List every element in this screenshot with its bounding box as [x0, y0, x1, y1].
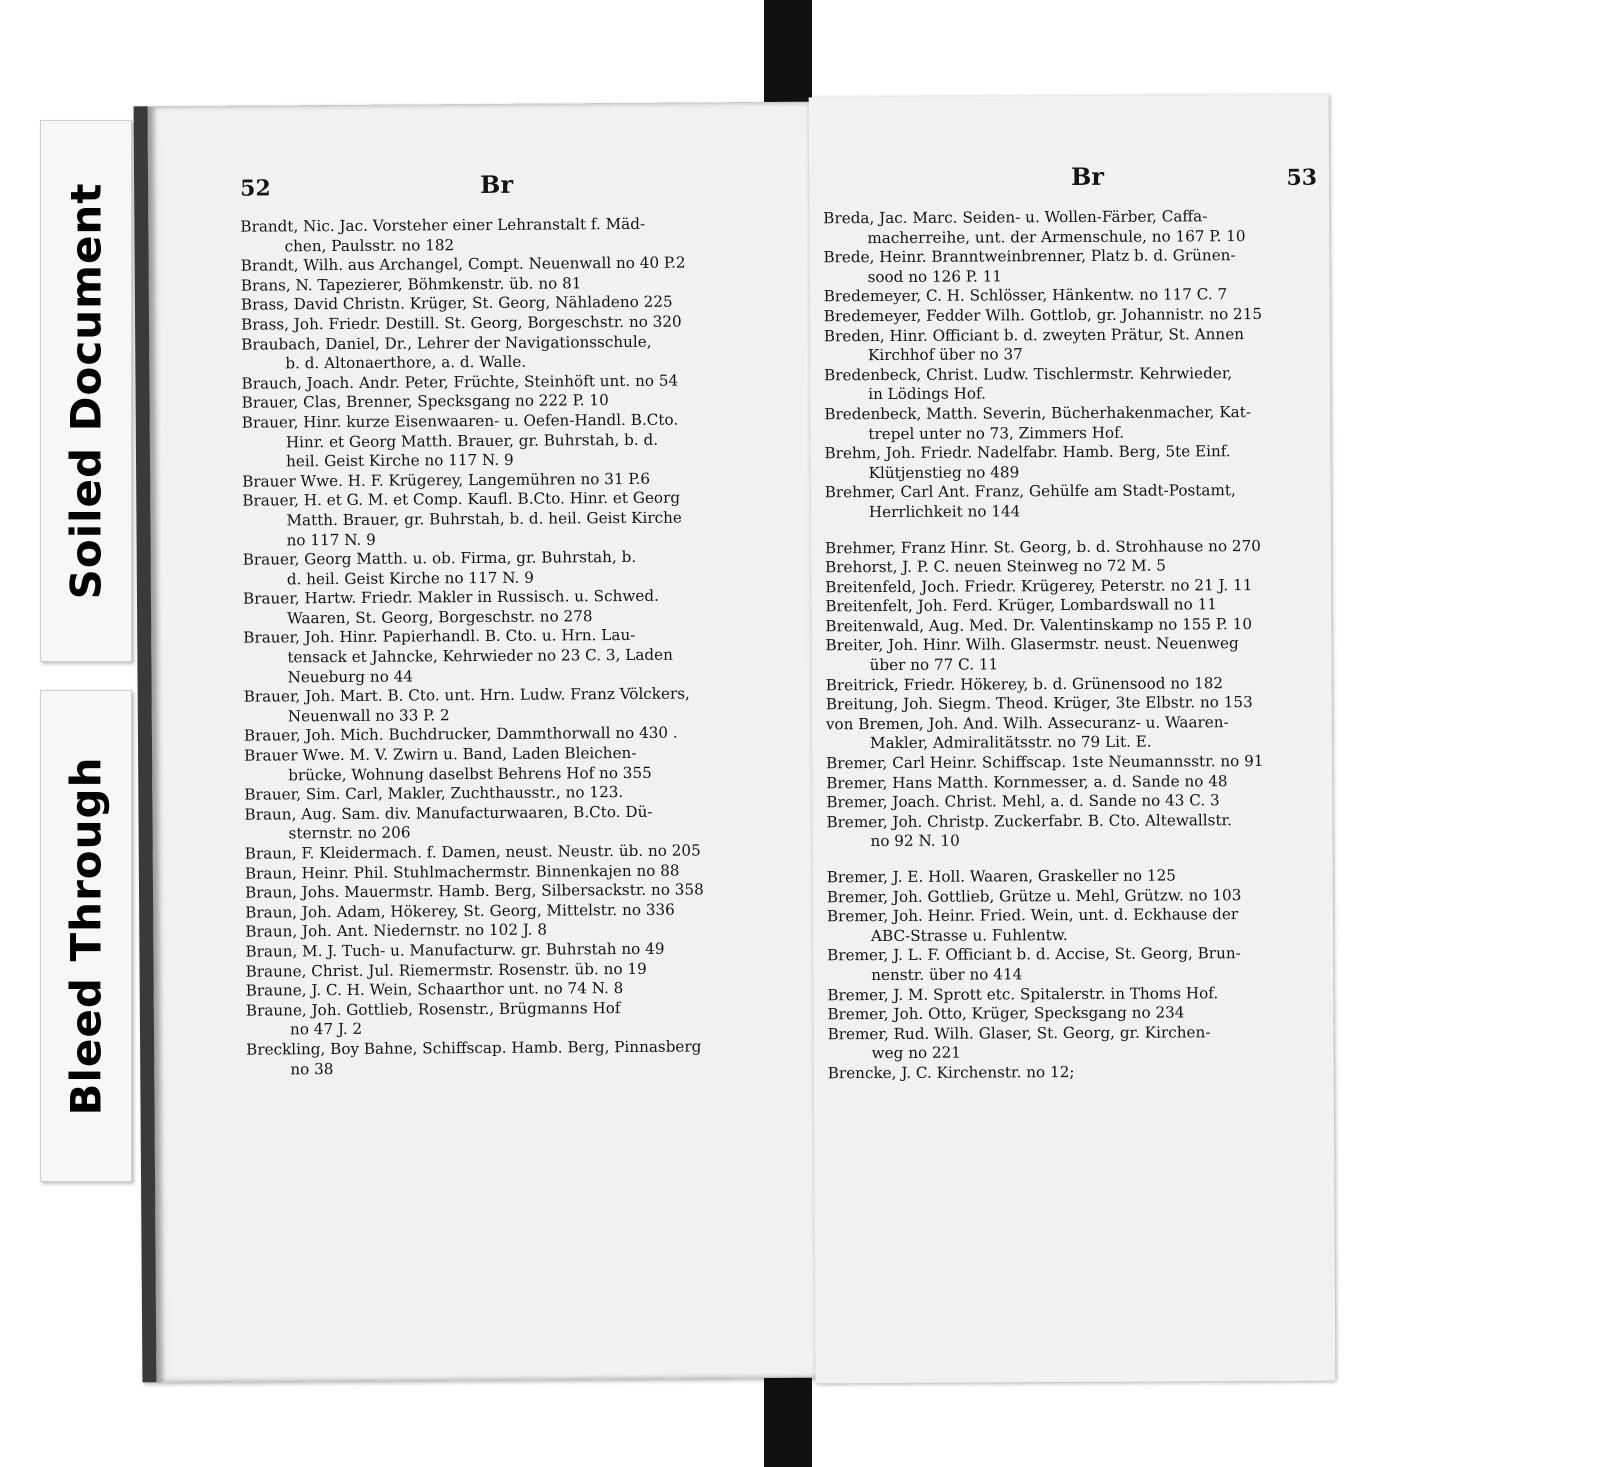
entry-line: Bremer, J. E. Holl. Waaren, Graskeller no 125 [826, 866, 1176, 887]
entry-continuation-line: Matth. Brauer, gr. Buhrstah, b. d. heil. Geist Kirche [286, 508, 682, 530]
directory-entry [827, 885, 1319, 907]
directory-entry [824, 442, 1316, 484]
directory-entry [825, 634, 1317, 676]
entry-line: Brauch, Joach. Andr. Peter, Früchte, Steinhöft unt. no 54 [241, 371, 679, 393]
directory-entry [825, 615, 1317, 637]
entry-line: Brehmer, Franz Hinr. St. Georg, b. d. Strohhause no 270 [824, 536, 1261, 557]
entry-continuation-line: no 92 N. 10 [870, 831, 960, 851]
directory-entry [824, 363, 1316, 405]
entry-line: Braune, J. C. H. Wein, Schaarthor unt. no 74 N. 8 [245, 979, 624, 1000]
entry-line: Bredenbeck, Matth. Severin, Bücherhakenmacher, Kat- [824, 402, 1251, 424]
entry-line: Breitrick, Friedr. Hökerey, b. d. Grünensood no 182 [825, 673, 1224, 694]
directory-entry [243, 546, 829, 589]
entry-continuation-line: heil. Geist Kirche no 117 N. 9 [285, 450, 514, 471]
entry-continuation-line: d. heil. Geist Kirche no 117 N. 9 [286, 568, 534, 589]
directory-entry [824, 305, 1316, 327]
directory-entry [244, 684, 829, 727]
directory-entry [827, 1022, 1319, 1064]
entry-line: Bredemeyer, Fedder Wilh. Gottlob, gr. Johannistr. no 215 [823, 304, 1263, 326]
entry-line: Brauer, Clas, Brenner, Specksgang no 222 P. 10 [241, 391, 609, 413]
directory-entry [246, 1036, 828, 1079]
entry-line: Brauer, Georg Matth. u. ob. Firma, gr. Buhrstah, b. [242, 548, 637, 569]
left-page [134, 102, 829, 1383]
directory-entry [824, 324, 1316, 366]
entry-continuation-line: Waaren, St. Georg, Borgeschstr. no 278 [287, 607, 593, 628]
entry-line: Braun, Joh. Adam, Hökerey, St. Georg, Mittelstr. no 336 [245, 900, 675, 922]
directory-entry [826, 673, 1318, 695]
entry-line: von Bremen, Joh. And. Wilh. Assecuranz- u. Waaren- [825, 713, 1229, 734]
directory-entry [242, 409, 829, 472]
entry-continuation-line: sood no 126 P. 11 [867, 267, 1002, 286]
entry-continuation-line: b. d. Altonaerthore, a. d. Walle. [285, 352, 527, 373]
entry-line: Bremer, Joh. Heinr. Fried. Wein, unt. d. Eckhause der [826, 905, 1239, 926]
directory-entry [828, 1062, 1320, 1084]
entry-line: Brandt, Nic. Jac. Vorsteher einer Lehranstalt f. Mäd- [240, 214, 646, 236]
entry-line: Braun, Johs. Mauermstr. Hamb. Berg, Silbersackstr. no 358 [244, 880, 704, 902]
entry-line: Braun, Aug. Sam. div. Manufacturwaaren, B.Cto. Dü- [244, 802, 653, 824]
entry-line: Bremer, Hans Matth. Kornmesser, a. d. Sande no 48 [826, 771, 1228, 792]
entry-continuation-line: Makler, Admiralitätsstr. no 79 Lit. E. [869, 733, 1152, 753]
directory-list [240, 213, 828, 1079]
entry-continuation-line: Klütjenstieg no 489 [868, 462, 1020, 482]
entry-continuation-line: no 38 [290, 1059, 334, 1078]
entry-line: Braun, Joh. Ant. Niedernstr. no 102 J. 8 [245, 920, 548, 942]
entry-line: Breda, Jac. Marc. Seiden- u. Wollen-Färber, Caffa- [823, 207, 1208, 228]
entry-continuation-line: über no 77 C. 11 [869, 655, 999, 675]
directory-entry [244, 742, 828, 785]
entry-continuation-line: Neuenwall no 33 P. 2 [287, 706, 450, 726]
directory-entry [241, 331, 828, 374]
page-number: 52 [240, 175, 271, 202]
entry-line: Brede, Heinr. Branntweinbrenner, Platz b. d. Grünen- [823, 246, 1236, 267]
directory-entry [246, 997, 829, 1040]
page-number: 53 [1286, 164, 1318, 191]
entry-line: Brehorst, J. P. C. neuen Steinweg no 72 M. 5 [825, 556, 1166, 577]
entry-line: Breiter, Joh. Hinr. Wilh. Glasermstr. neust. Neuenweg [825, 634, 1239, 655]
entry-line: Brauer, Joh. Mart. B. Cto. unt. Hrn. Ludw. Franz Völckers, [243, 684, 690, 706]
directory-entry [823, 207, 1315, 249]
entry-line: Breden, Hinr. Officiant b. d. zweyten Prätur, St. Annen [823, 324, 1245, 345]
entry-line: Bremer, Joh. Christp. Zuckerfabr. B. Cto. Altewallstr. [826, 810, 1232, 832]
entry-line: Breitung, Joh. Siegm. Theod. Krüger, 3te Elbstr. no 153 [825, 693, 1253, 714]
directory-entry [243, 625, 828, 688]
entry-line: Breitenfelt, Joh. Ferd. Krüger, Lombardswall no 11 [825, 595, 1217, 616]
directory-entry [827, 944, 1319, 986]
directory-entry [827, 1003, 1319, 1025]
entry-continuation-line: nenstr. über no 414 [871, 965, 1023, 985]
entry-line: Breitenfeld, Joch. Friedr. Krügerey, Peterstr. no 21 J. 11 [825, 575, 1253, 596]
entry-line: Bremer, J. M. Sprott etc. Spitalerstr. in Thoms Hof. [827, 983, 1219, 1004]
entry-line: Brauer, Joh. Hinr. Papierhandl. B. Cto. u. Hrn. Lau- [243, 626, 636, 648]
entry-line: Brehm, Joh. Friedr. Nadelfabr. Hamb. Berg, 5te Einf. [824, 442, 1231, 463]
entry-line: Braubach, Daniel, Dr., Lehrer der Navigationsschule, [241, 332, 652, 354]
directory-entry [824, 403, 1316, 445]
entry-continuation-line: sternstr. no 206 [288, 823, 411, 843]
directory-list [823, 207, 1320, 1084]
entry-line: Brauer, Sim. Carl, Makler, Zuchthausstr., no 123. [244, 783, 624, 804]
entry-line: Bremer, Carl Heinr. Schiffscap. 1ste Neumannsstr. no 91 [826, 752, 1264, 773]
entry-line: Bredemeyer, C. H. Schlösser, Hänkentw. no 117 C. 7 [823, 285, 1228, 306]
directory-entry [827, 866, 1319, 888]
entry-continuation-line: trepel unter no 73, Zimmers Hof. [868, 423, 1125, 443]
directory-entry [826, 771, 1318, 793]
entry-line: Bremer, Joh. Gottlieb, Grütze u. Mehl, Grützw. no 103 [826, 885, 1242, 906]
entry-line: Brans, N. Tapezierer, Böhmkenstr. üb. no 81 [240, 274, 582, 295]
directory-entry [827, 983, 1319, 1005]
entry-line: Bredenbeck, Christ. Ludw. Tischlermstr. Kehrwieder, [824, 363, 1233, 385]
directory-entry [826, 713, 1318, 755]
directory-entry [825, 595, 1317, 617]
entry-line: Brauer Wwe. M. V. Zwirn u. Band, Laden Bleichen- [244, 743, 637, 765]
entry-line: Brass, David Christn. Krüger, St. Georg, Nähladeno 225 [240, 293, 673, 315]
entry-line: Brencke, J. C. Kirchenstr. no 12; [827, 1062, 1075, 1083]
directory-entry [824, 285, 1316, 307]
directory-entry [242, 488, 828, 551]
entry-line: Braune, Joh. Gottlieb, Rosenstr., Brügmanns Hof [245, 998, 621, 1020]
directory-entry [823, 246, 1315, 288]
entry-line: Brauer, Hinr. kurze Eisenwaaren- u. Oefen-Handl. B.Cto. [241, 410, 679, 432]
page-header: Br [1070, 161, 1105, 191]
entry-line: Braun, F. Kleidermach. f. Damen, neust. Neustr. üb. no 205 [244, 841, 701, 863]
entry-continuation-line: macherreihe, unt. der Armenschule, no 167 P. 10 [867, 226, 1246, 247]
entry-continuation-line: Herrlichkeit no 144 [868, 502, 1021, 521]
bleed-through-text: Bleed Through [61, 756, 111, 1116]
entry-continuation-line: Neueburg no 44 [287, 667, 414, 687]
entry-line: Brauer, H. et G. M. et Comp. Kaufl. B.Cto. Hinr. et Georg [242, 488, 681, 510]
page-header: Br [480, 169, 514, 199]
entry-continuation-line: weg no 221 [871, 1043, 961, 1063]
entry-line: Bremer, Rud. Wilh. Glaser, St. Georg, gr. Kirchen- [827, 1023, 1211, 1044]
entry-line: Braun, Heinr. Phil. Stuhlmachermstr. Binnenkajen no 88 [244, 861, 680, 883]
entry-line: Brass, Joh. Friedr. Destill. St. Georg, Borgeschstr. no 320 [241, 312, 682, 334]
entry-line: Bremer, Joach. Christ. Mehl, a. d. Sande no 43 C. 3 [826, 791, 1220, 812]
directory-entry [825, 575, 1317, 597]
directory-entry [826, 811, 1318, 853]
soiled-document-label [40, 120, 132, 662]
entry-continuation-line: chen, Paulsstr. no 182 [284, 235, 455, 255]
entry-continuation-line: tensack et Jahncke, Kehrwieder no 23 C. 3, Laden [287, 645, 673, 667]
entry-continuation-line: no 47 J. 2 [289, 1020, 363, 1039]
entry-line: Braun, M. J. Tuch- u. Manufacturw. gr. Buhrstah no 49 [245, 939, 665, 961]
directory-entry [825, 556, 1317, 578]
entry-line: Brehmer, Carl Ant. Franz, Gehülfe am Stadt-Postamt, [824, 481, 1236, 502]
entry-line: Braune, Christ. Jul. Riemermstr. Rosenstr. üb. no 19 [245, 959, 647, 981]
directory-entry [826, 693, 1318, 715]
directory-entry [826, 752, 1318, 774]
directory-entry [825, 536, 1317, 558]
entry-continuation-line: in Lödings Hof. [868, 384, 986, 404]
soiled-document-text: Soiled Document [61, 182, 111, 600]
directory-entry [826, 791, 1318, 813]
entry-continuation-line: Kirchhof über no 37 [867, 345, 1023, 365]
entry-line: Brauer, Joh. Mich. Buchdrucker, Dammthorwall no 430 . [243, 724, 678, 746]
directory-entry [244, 801, 828, 844]
entry-line: Bremer, J. L. F. Officiant b. d. Accise, St. Georg, Brun- [827, 944, 1241, 965]
entry-line: Brauer Wwe. H. F. Krügerey, Langemühren no 31 P.6 [242, 469, 651, 491]
entry-line: Brauer, Hartw. Friedr. Makler in Russisch. u. Schwed. [242, 587, 659, 608]
right-page [809, 95, 1336, 1384]
bleed-through-label [40, 690, 132, 1182]
entry-continuation-line: Hinr. et Georg Matth. Brauer, gr. Buhrstah, b. d. [285, 430, 659, 451]
entry-line: Brandt, Wilh. aus Archangel, Compt. Neuenwall no 40 P.2 [240, 253, 686, 275]
entry-line: Bremer, Joh. Otto, Krüger, Specksgang no 234 [827, 1003, 1185, 1024]
directory-entry [825, 481, 1317, 523]
entry-line: Breckling, Boy Bahne, Schiffscap. Hamb. Berg, Pinnasberg [246, 1037, 702, 1059]
entry-continuation-line: no 117 N. 9 [286, 530, 376, 549]
entry-continuation-line: ABC-Strasse u. Fuhlentw. [870, 925, 1068, 945]
directory-entry [240, 213, 828, 256]
entry-continuation-line: brücke, Wohnung daselbst Behrens Hof no 355 [288, 763, 652, 784]
directory-entry [827, 905, 1319, 947]
entry-line: Breitenwald, Aug. Med. Dr. Valentinskamp no 155 P. 10 [825, 614, 1253, 636]
directory-entry [243, 586, 829, 629]
